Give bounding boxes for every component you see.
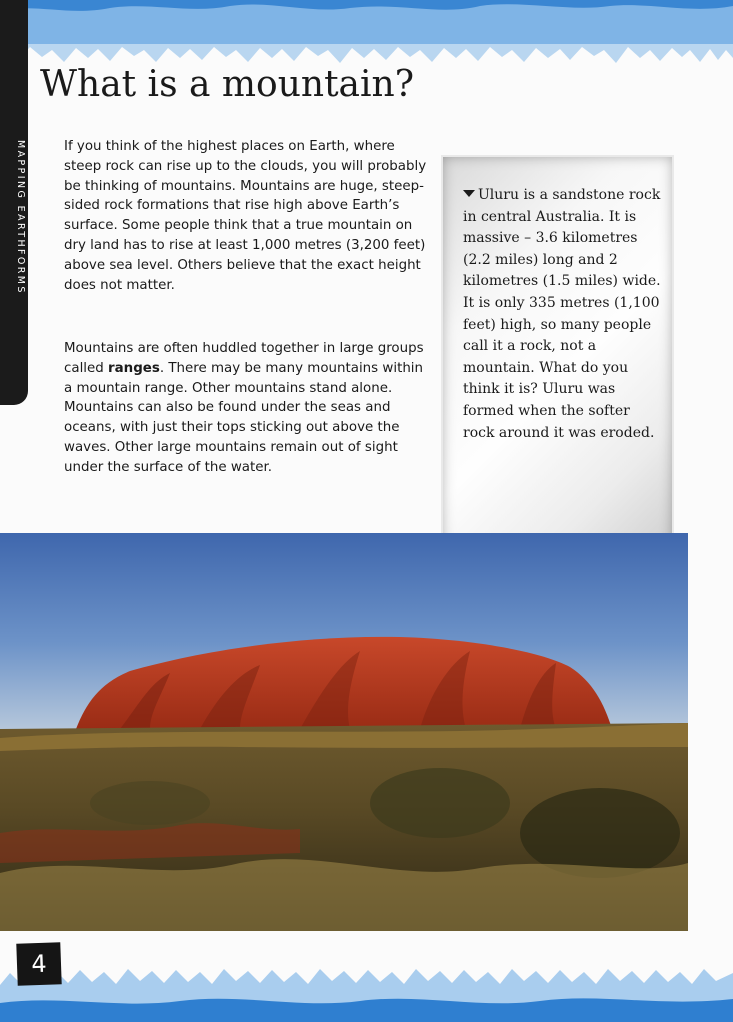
caption-text: Uluru is a sandstone rock in central Australia. It is massive – 3.6 kilometres (2.2 miles) long and 2 kilometres (1.5 miles) wide. It is only 335 metres (1,100 feet) high, so many people call it a rock, not a mountain. What do you think it is? Uluru was formed when the softer rock around it was eroded. bbox=[463, 187, 661, 441]
photo-caption-box bbox=[441, 155, 674, 550]
para2-text-after: . There may be many mountains within a mountain range. Other mountains stand alone. Mountains can also be found under the seas and oceans, with just their tops sticking out above the waves. Other large mountains remain out of sight under the surface of the water. bbox=[64, 360, 424, 475]
keyword-ranges: ranges bbox=[108, 360, 160, 376]
section-spine-tab bbox=[0, 0, 28, 405]
page-title: What is a mountain? bbox=[40, 64, 415, 105]
section-label: MAPPING EARTHFORMS bbox=[15, 140, 26, 295]
caption-text-block bbox=[463, 185, 661, 444]
uluru-photo bbox=[0, 533, 688, 931]
triangle-down-arrow-icon bbox=[463, 190, 475, 197]
bottom-wave-band bbox=[0, 965, 733, 1022]
para2-text-before: Mountains are often huddled together in large groups called bbox=[64, 341, 424, 376]
body-paragraph-2 bbox=[64, 339, 428, 478]
page-number-badge: 4 bbox=[16, 942, 61, 986]
body-paragraph-1: If you think of the highest places on Earth, where steep rock can rise up to the clouds, you will probably be thinking of mountains. Mountains are huge, steep-sided rock formations that rise high above Earth’s surface. Some people think that a true mountain on dry land has to rise at least 1,000 metres (3,200 feet) above sea level. Others believe that the exact height does not matter. bbox=[64, 139, 427, 293]
top-wave-band bbox=[0, 0, 733, 70]
